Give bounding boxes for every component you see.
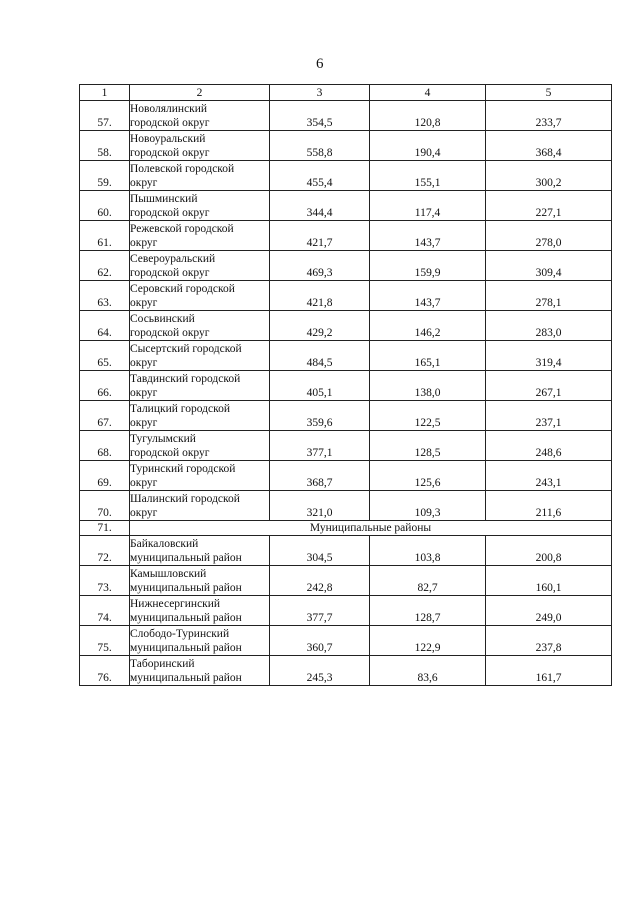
value-col3-cell: 321,0 (270, 491, 370, 521)
value-col4-cell: 165,1 (370, 341, 486, 371)
row-number-cell: 64. (80, 311, 130, 341)
table-row (80, 626, 612, 656)
table-row (80, 221, 612, 251)
value-col4-cell: 103,8 (370, 536, 486, 566)
value-col4-cell: 143,7 (370, 221, 486, 251)
value-col3-cell: 344,4 (270, 191, 370, 221)
row-number-cell: 75. (80, 626, 130, 656)
row-number-cell: 67. (80, 401, 130, 431)
value-col5-cell: 233,7 (486, 101, 612, 131)
value-col4-cell: 109,3 (370, 491, 486, 521)
value-col4-cell: 143,7 (370, 281, 486, 311)
value-col4-cell: 128,7 (370, 596, 486, 626)
section-row (80, 521, 612, 536)
value-col5-cell: 248,6 (486, 431, 612, 461)
municipality-name-cell: Шалинский городской округ (130, 491, 270, 521)
municipality-name-cell: Сысертский городской округ (130, 341, 270, 371)
row-number-cell: 72. (80, 536, 130, 566)
municipality-name-cell: Тугулымский городской округ (130, 431, 270, 461)
table-row (80, 371, 612, 401)
municipality-name-cell: Таборинский муниципальный район (130, 656, 270, 686)
value-col3-cell: 368,7 (270, 461, 370, 491)
value-col4-cell: 190,4 (370, 131, 486, 161)
value-col3-cell: 469,3 (270, 251, 370, 281)
value-col5-cell: 161,7 (486, 656, 612, 686)
section-number-cell: 71. (80, 521, 130, 536)
value-col5-cell: 200,8 (486, 536, 612, 566)
value-col5-cell: 267,1 (486, 371, 612, 401)
value-col3-cell: 455,4 (270, 161, 370, 191)
value-col3-cell: 429,2 (270, 311, 370, 341)
value-col4-cell: 122,9 (370, 626, 486, 656)
value-col4-cell: 120,8 (370, 101, 486, 131)
column-header: 1 (80, 85, 130, 101)
value-col3-cell: 377,1 (270, 431, 370, 461)
table-row (80, 596, 612, 626)
municipality-name-cell: Тавдинский городской округ (130, 371, 270, 401)
municipality-name-cell: Серовский городской округ (130, 281, 270, 311)
value-col4-cell: 138,0 (370, 371, 486, 401)
value-col3-cell: 360,7 (270, 626, 370, 656)
column-header: 4 (370, 85, 486, 101)
row-number-cell: 70. (80, 491, 130, 521)
table-row (80, 461, 612, 491)
municipality-name-cell: Североуральский городской округ (130, 251, 270, 281)
row-number-cell: 69. (80, 461, 130, 491)
value-col4-cell: 125,6 (370, 461, 486, 491)
row-number-cell: 73. (80, 566, 130, 596)
value-col4-cell: 128,5 (370, 431, 486, 461)
municipality-name-cell: Камышловский муниципальный район (130, 566, 270, 596)
column-header: 2 (130, 85, 270, 101)
value-col4-cell: 159,9 (370, 251, 486, 281)
value-col5-cell: 237,8 (486, 626, 612, 656)
municipality-name-cell: Пышминский городской округ (130, 191, 270, 221)
column-header: 3 (270, 85, 370, 101)
municipality-name-cell: Сосьвинский городской округ (130, 311, 270, 341)
value-col5-cell: 249,0 (486, 596, 612, 626)
value-col5-cell: 237,1 (486, 401, 612, 431)
value-col5-cell: 278,1 (486, 281, 612, 311)
row-number-cell: 59. (80, 161, 130, 191)
table-row (80, 536, 612, 566)
value-col5-cell: 300,2 (486, 161, 612, 191)
value-col3-cell: 245,3 (270, 656, 370, 686)
value-col5-cell: 309,4 (486, 251, 612, 281)
value-col5-cell: 278,0 (486, 221, 612, 251)
table-row (80, 191, 612, 221)
value-col4-cell: 146,2 (370, 311, 486, 341)
row-number-cell: 74. (80, 596, 130, 626)
table-row (80, 341, 612, 371)
municipality-name-cell: Новолялинский городской округ (130, 101, 270, 131)
value-col5-cell: 368,4 (486, 131, 612, 161)
value-col5-cell: 160,1 (486, 566, 612, 596)
table-row (80, 251, 612, 281)
row-number-cell: 76. (80, 656, 130, 686)
municipality-name-cell: Талицкий городской округ (130, 401, 270, 431)
municipality-name-cell: Режевской городской округ (130, 221, 270, 251)
page-number: 6 (316, 56, 324, 72)
table-row (80, 431, 612, 461)
value-col4-cell: 82,7 (370, 566, 486, 596)
row-number-cell: 63. (80, 281, 130, 311)
value-col5-cell: 211,6 (486, 491, 612, 521)
value-col5-cell: 283,0 (486, 311, 612, 341)
row-number-cell: 60. (80, 191, 130, 221)
table-row (80, 161, 612, 191)
row-number-cell: 68. (80, 431, 130, 461)
row-number-cell: 57. (80, 101, 130, 131)
table-row (80, 311, 612, 341)
value-col4-cell: 122,5 (370, 401, 486, 431)
table-row (80, 491, 612, 521)
value-col3-cell: 359,6 (270, 401, 370, 431)
table-row (80, 401, 612, 431)
value-col3-cell: 377,7 (270, 596, 370, 626)
value-col5-cell: 243,1 (486, 461, 612, 491)
municipality-name-cell: Нижнесергинский муниципальный район (130, 596, 270, 626)
data-table (79, 84, 612, 686)
municipality-name-cell: Слободо-Туринский муниципальный район (130, 626, 270, 656)
value-col4-cell: 117,4 (370, 191, 486, 221)
row-number-cell: 58. (80, 131, 130, 161)
value-col3-cell: 421,8 (270, 281, 370, 311)
row-number-cell: 61. (80, 221, 130, 251)
municipality-name-cell: Новоуральский городской округ (130, 131, 270, 161)
table-row (80, 281, 612, 311)
value-col4-cell: 155,1 (370, 161, 486, 191)
value-col3-cell: 484,5 (270, 341, 370, 371)
municipality-name-cell: Полевской городской округ (130, 161, 270, 191)
table-row (80, 656, 612, 686)
table-row (80, 101, 612, 131)
value-col4-cell: 83,6 (370, 656, 486, 686)
value-col3-cell: 304,5 (270, 536, 370, 566)
municipality-name-cell: Туринский городской округ (130, 461, 270, 491)
value-col5-cell: 319,4 (486, 341, 612, 371)
value-col3-cell: 405,1 (270, 371, 370, 401)
value-col5-cell: 227,1 (486, 191, 612, 221)
municipality-name-cell: Байкаловский муниципальный район (130, 536, 270, 566)
column-header: 5 (486, 85, 612, 101)
value-col3-cell: 421,7 (270, 221, 370, 251)
section-title-cell: Муниципальные районы (130, 521, 612, 536)
value-col3-cell: 558,8 (270, 131, 370, 161)
row-number-cell: 62. (80, 251, 130, 281)
row-number-cell: 65. (80, 341, 130, 371)
table-row (80, 566, 612, 596)
table-row (80, 131, 612, 161)
value-col3-cell: 242,8 (270, 566, 370, 596)
value-col3-cell: 354,5 (270, 101, 370, 131)
table-header-row (80, 85, 612, 101)
row-number-cell: 66. (80, 371, 130, 401)
